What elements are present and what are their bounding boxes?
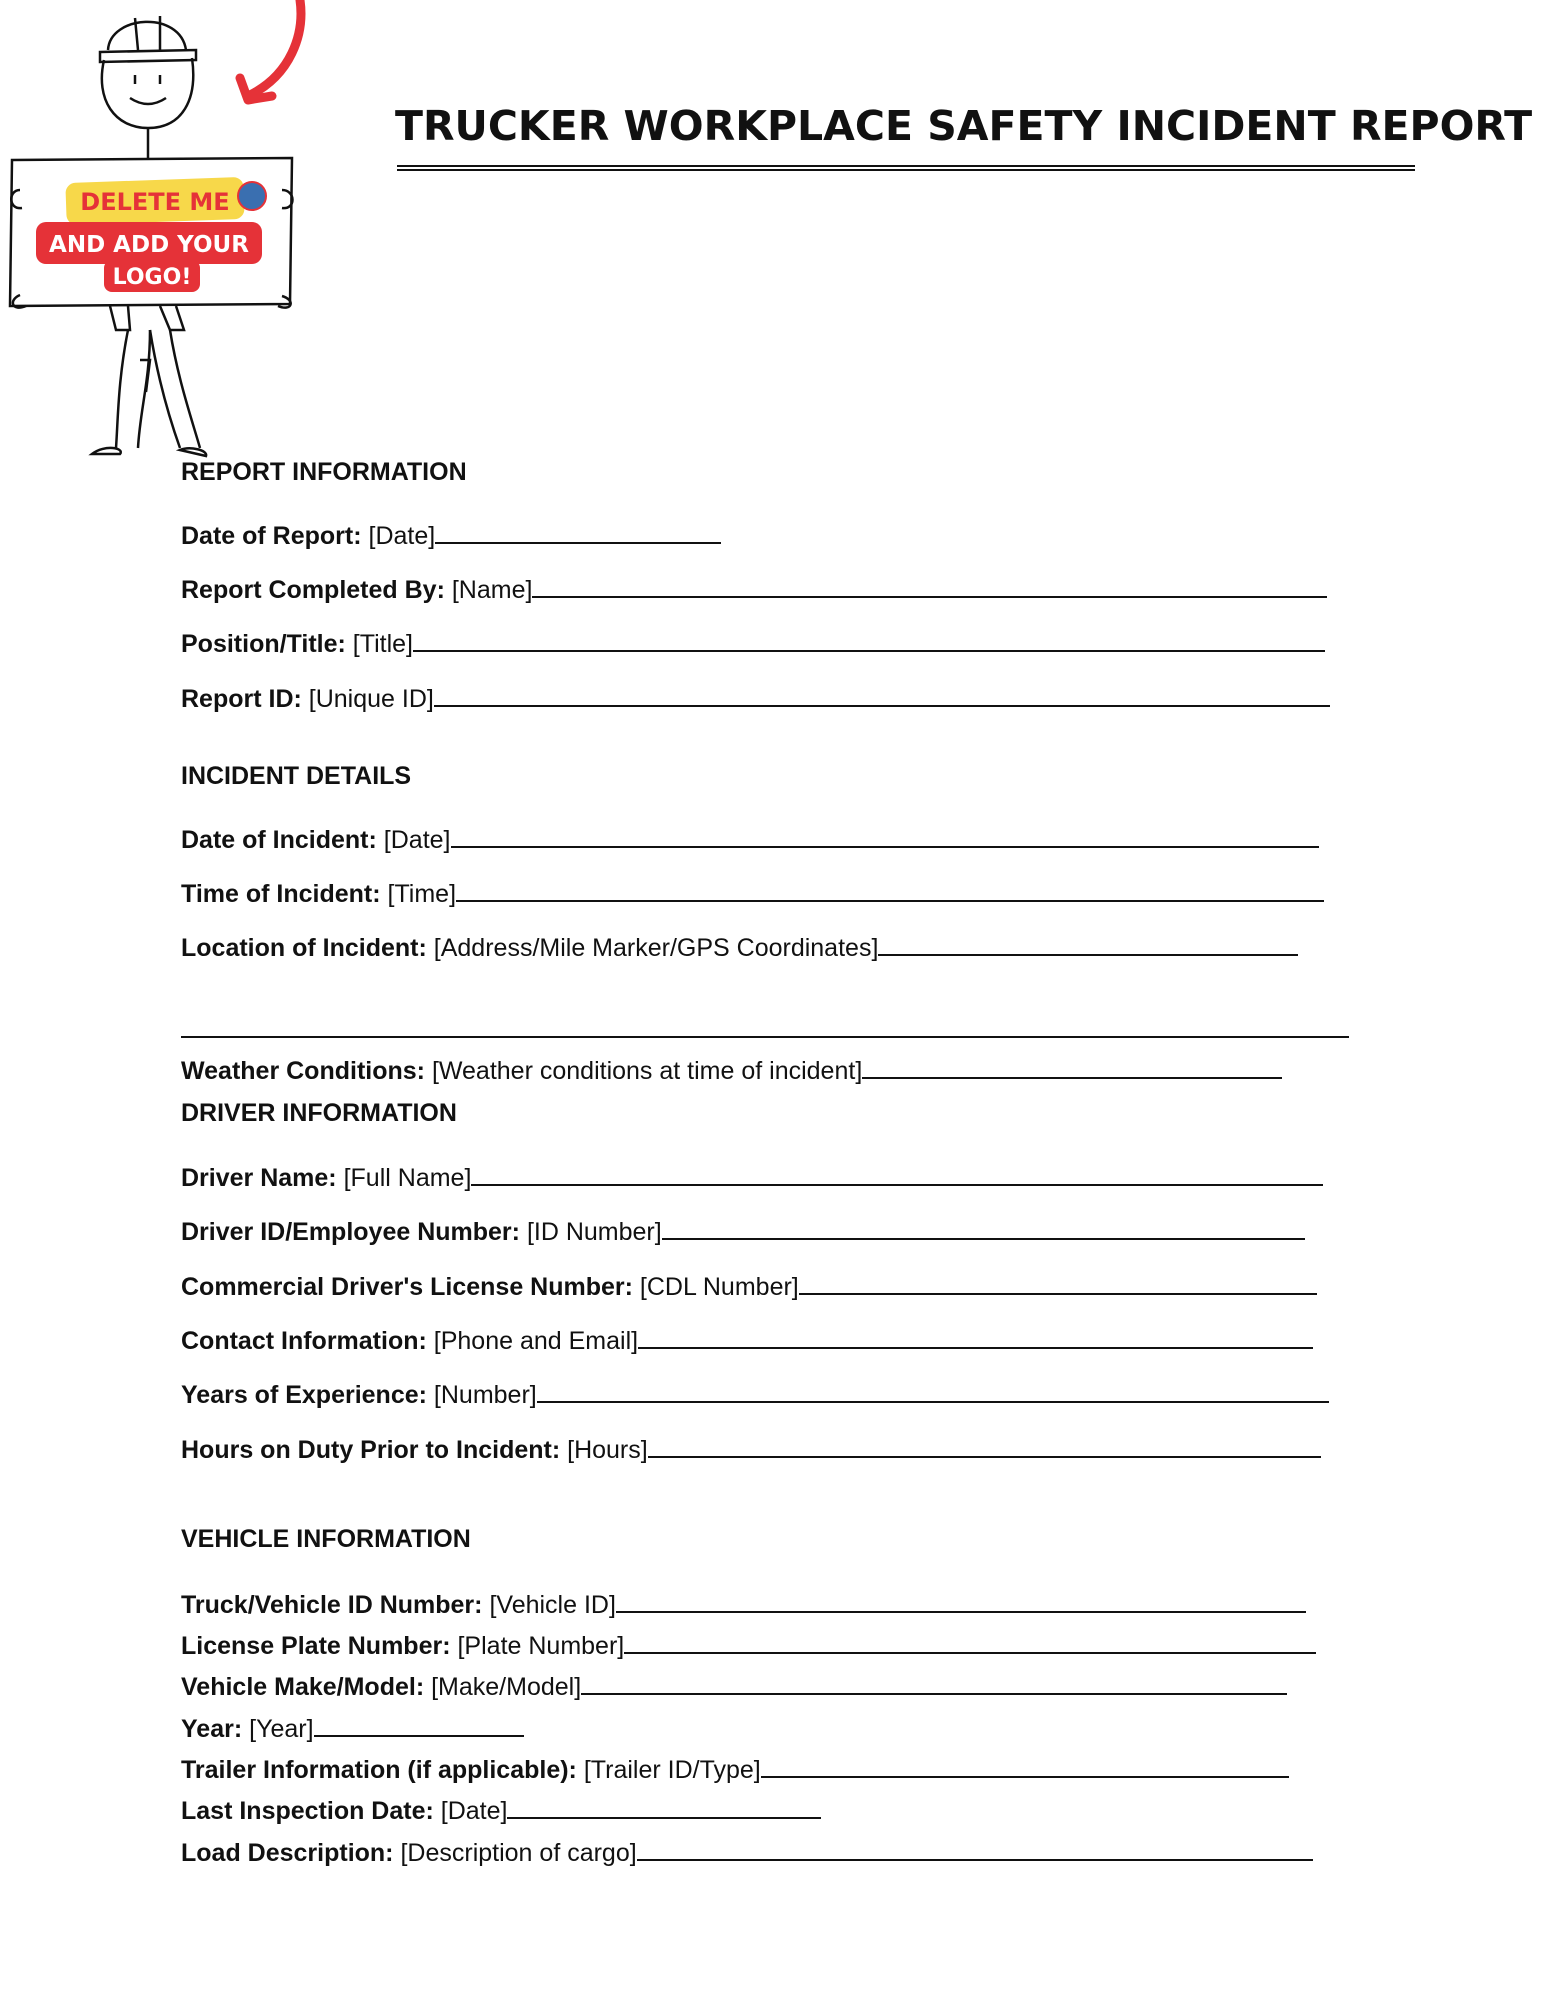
field-label: Report Completed By: <box>181 576 445 604</box>
fill-line[interactable] <box>413 628 1325 652</box>
field-placeholder: [Date] <box>368 522 436 550</box>
field-label: Commercial Driver's License Number: <box>181 1273 633 1301</box>
field-placeholder: [Name] <box>451 576 533 604</box>
field-time-of-incident[interactable] <box>181 878 1324 909</box>
field-position-title[interactable] <box>181 628 1325 659</box>
field-placeholder: [Number] <box>433 1381 537 1409</box>
field-trailer-information[interactable] <box>181 1754 1289 1785</box>
location-continuation-line[interactable] <box>181 1036 1349 1038</box>
fill-line[interactable] <box>862 1055 1282 1079</box>
field-contact-information[interactable] <box>181 1325 1313 1356</box>
fill-line[interactable] <box>638 1325 1313 1349</box>
section-heading-driver: DRIVER INFORMATION <box>181 1099 457 1127</box>
field-placeholder: [Vehicle ID] <box>489 1591 616 1619</box>
field-label: Years of Experience: <box>181 1381 427 1409</box>
fill-line[interactable] <box>537 1379 1329 1403</box>
fill-line[interactable] <box>581 1671 1287 1695</box>
field-placeholder: [Time] <box>387 880 457 908</box>
field-placeholder: [Hours] <box>567 1436 648 1464</box>
field-report-id[interactable] <box>181 683 1330 714</box>
field-label: Contact Information: <box>181 1327 427 1355</box>
fill-line[interactable] <box>648 1434 1321 1458</box>
field-placeholder: [Phone and Email] <box>433 1327 639 1355</box>
fill-line[interactable] <box>761 1754 1289 1778</box>
field-weather-conditions[interactable] <box>181 1055 1282 1086</box>
fill-line[interactable] <box>624 1630 1316 1654</box>
section-heading-incident: INCIDENT DETAILS <box>181 762 412 790</box>
stick-figure-body <box>92 306 206 456</box>
field-label: Hours on Duty Prior to Incident: <box>181 1436 561 1464</box>
fill-line[interactable] <box>434 683 1330 707</box>
field-date-of-report[interactable] <box>181 520 721 551</box>
field-label: Driver ID/Employee Number: <box>181 1218 520 1246</box>
field-cdl-number[interactable] <box>181 1271 1317 1302</box>
field-hours-on-duty[interactable] <box>181 1434 1321 1465</box>
field-driver-id[interactable] <box>181 1216 1305 1247</box>
fill-line[interactable] <box>878 932 1298 956</box>
field-placeholder: [Weather conditions at time of incident] <box>431 1057 863 1085</box>
field-placeholder: [Title] <box>352 630 413 658</box>
sign-board <box>10 158 293 308</box>
field-placeholder: [Description of cargo] <box>400 1839 637 1867</box>
field-label: Location of Incident: <box>181 934 427 962</box>
field-label: Position/Title: <box>181 630 346 658</box>
field-load-description[interactable] <box>181 1837 1313 1868</box>
field-label: License Plate Number: <box>181 1632 451 1660</box>
field-label: Load Description: <box>181 1839 394 1867</box>
fill-line[interactable] <box>799 1271 1317 1295</box>
hard-hat-icon <box>100 16 196 62</box>
badge-icon <box>238 182 266 210</box>
field-placeholder: [Trailer ID/Type] <box>583 1756 761 1784</box>
field-make-model[interactable] <box>181 1671 1287 1702</box>
page-title: TRUCKER WORKPLACE SAFETY INCIDENT REPORT <box>395 102 1533 150</box>
field-label: Date of Incident: <box>181 826 377 854</box>
fill-line[interactable] <box>451 824 1319 848</box>
field-placeholder: [Address/Mile Marker/GPS Coordinates] <box>433 934 879 962</box>
fill-line[interactable] <box>435 520 721 544</box>
section-heading-report: REPORT INFORMATION <box>181 458 467 486</box>
field-license-plate[interactable] <box>181 1630 1316 1661</box>
logo-line-2: AND ADD YOUR <box>49 232 249 258</box>
field-placeholder: [ID Number] <box>526 1218 662 1246</box>
field-report-completed-by[interactable] <box>181 574 1327 605</box>
field-label: Truck/Vehicle ID Number: <box>181 1591 483 1619</box>
fill-line[interactable] <box>507 1795 821 1819</box>
field-label: Time of Incident: <box>181 880 381 908</box>
field-label: Year: <box>181 1715 243 1743</box>
fill-line[interactable] <box>456 878 1324 902</box>
logo-line-1: DELETE ME <box>80 188 230 216</box>
field-year[interactable] <box>181 1713 524 1744</box>
fill-line[interactable] <box>616 1589 1306 1613</box>
fill-line[interactable] <box>471 1162 1323 1186</box>
field-placeholder: [Unique ID] <box>308 685 434 713</box>
field-placeholder: [Date] <box>383 826 451 854</box>
field-placeholder: [Full Name] <box>343 1164 472 1192</box>
logo-placeholder-figure[interactable] <box>0 0 310 470</box>
field-location-of-incident[interactable] <box>181 932 1298 963</box>
title-double-rule <box>397 165 1415 171</box>
section-heading-vehicle: VEHICLE INFORMATION <box>181 1525 471 1553</box>
field-placeholder: [Plate Number] <box>457 1632 625 1660</box>
fill-line[interactable] <box>637 1837 1313 1861</box>
field-last-inspection-date[interactable] <box>181 1795 821 1826</box>
field-driver-name[interactable] <box>181 1162 1323 1193</box>
field-vehicle-id[interactable] <box>181 1589 1306 1620</box>
fill-line[interactable] <box>532 574 1327 598</box>
field-label: Trailer Information (if applicable): <box>181 1756 577 1784</box>
field-label: Vehicle Make/Model: <box>181 1673 425 1701</box>
field-years-of-experience[interactable] <box>181 1379 1329 1410</box>
field-placeholder: [Make/Model] <box>431 1673 582 1701</box>
field-date-of-incident[interactable] <box>181 824 1319 855</box>
field-label: Report ID: <box>181 685 302 713</box>
field-label: Weather Conditions: <box>181 1057 425 1085</box>
stick-figure-head <box>102 58 193 160</box>
fill-line[interactable] <box>314 1713 524 1737</box>
logo-line-3: LOGO! <box>112 265 192 290</box>
fill-line[interactable] <box>662 1216 1305 1240</box>
field-label: Driver Name: <box>181 1164 337 1192</box>
field-placeholder: [CDL Number] <box>639 1273 799 1301</box>
field-label: Date of Report: <box>181 522 362 550</box>
field-label: Last Inspection Date: <box>181 1797 434 1825</box>
curved-arrow-icon <box>240 0 301 100</box>
field-placeholder: [Year] <box>249 1715 314 1743</box>
field-placeholder: [Date] <box>440 1797 508 1825</box>
